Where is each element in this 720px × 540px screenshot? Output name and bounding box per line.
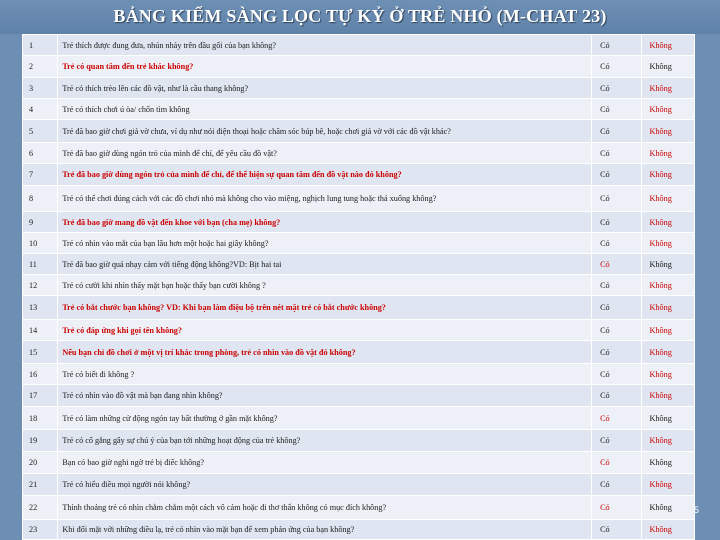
table-row: [23, 120, 695, 143]
answer-no[interactable]: Không: [641, 452, 694, 474]
table-row: [23, 430, 695, 452]
answer-no[interactable]: Không: [641, 341, 694, 364]
question-text: Trẻ có thích trèo lên các đồ vật, như là cầu thang không?: [58, 78, 592, 99]
row-number: 9: [23, 212, 58, 233]
row-number: 10: [23, 233, 58, 254]
answer-yes[interactable]: Có: [592, 341, 641, 364]
table-row: [23, 143, 695, 164]
page-number: 5: [694, 505, 700, 515]
table-row: [23, 407, 695, 430]
question-text: Trẻ có quan tâm đến trẻ khác không?: [58, 56, 592, 78]
question-text: Trẻ có thích chơi ú òa/ chốn tìm không: [58, 99, 592, 120]
answer-yes[interactable]: Có: [592, 78, 641, 99]
answer-yes[interactable]: Có: [592, 164, 641, 186]
row-number: 17: [23, 385, 58, 407]
table-body: [23, 35, 695, 540]
row-number: 15: [23, 341, 58, 364]
row-number: 2: [23, 56, 58, 78]
table-row: [23, 341, 695, 364]
table-row: [23, 254, 695, 275]
question-text: Trẻ có đáp ứng khi gọi tên không?: [58, 320, 592, 341]
answer-no[interactable]: Không: [641, 186, 694, 212]
answer-yes[interactable]: Có: [592, 56, 641, 78]
row-number: 11: [23, 254, 58, 275]
table-row: [23, 474, 695, 496]
table-row: [23, 99, 695, 120]
answer-no[interactable]: Không: [641, 296, 694, 320]
answer-no[interactable]: Không: [641, 120, 694, 143]
answer-yes[interactable]: Có: [592, 364, 641, 385]
question-text: Trẻ đã bao giờ quá nhạy cảm với tiếng động không?VD: Bịt hai tai: [58, 254, 592, 275]
answer-yes[interactable]: Có: [592, 254, 641, 275]
answer-no[interactable]: Không: [641, 385, 694, 407]
table-row: [23, 296, 695, 320]
row-number: 16: [23, 364, 58, 385]
row-number: 23: [23, 520, 58, 540]
table-row: [23, 385, 695, 407]
question-text: Trẻ thích được đung đưa, nhún nhảy trên đầu gối của bạn không?: [58, 35, 592, 56]
table-row: [23, 186, 695, 212]
row-number: 4: [23, 99, 58, 120]
question-text: Trẻ có hiểu điều mọi người nói không?: [58, 474, 592, 496]
answer-no[interactable]: Không: [641, 56, 694, 78]
question-text: Trẻ có biết đi không ?: [58, 364, 592, 385]
answer-yes[interactable]: Có: [592, 35, 641, 56]
answer-no[interactable]: Không: [641, 212, 694, 233]
answer-no[interactable]: Không: [641, 143, 694, 164]
answer-yes[interactable]: Có: [592, 143, 641, 164]
row-number: 20: [23, 452, 58, 474]
answer-yes[interactable]: Có: [592, 296, 641, 320]
question-text: Khi đối mặt với những điều lạ, trẻ có nhìn vào mặt bạn để xem phản ứng của bạn không?: [58, 520, 592, 540]
row-number: 22: [23, 496, 58, 520]
question-text: Trẻ có bắt chước bạn không? VD: Khi bạn làm điệu bộ trên nét mặt trẻ có bắt chước không?: [58, 296, 592, 320]
table-row: [23, 364, 695, 385]
row-number: 3: [23, 78, 58, 99]
answer-yes[interactable]: Có: [592, 212, 641, 233]
answer-no[interactable]: Không: [641, 254, 694, 275]
table-row: [23, 56, 695, 78]
question-text: Thỉnh thoảng trẻ có nhìn chằm chằm một cách vô cảm hoặc đi thơ thẩn không có mục đích không?: [58, 496, 592, 520]
table-row: [23, 520, 695, 540]
answer-yes[interactable]: Có: [592, 430, 641, 452]
table-row: [23, 35, 695, 56]
row-number: 5: [23, 120, 58, 143]
answer-yes[interactable]: Có: [592, 320, 641, 341]
answer-yes[interactable]: Có: [592, 474, 641, 496]
page-title: BẢNG KIỂM SÀNG LỌC TỰ KỶ Ở TRẺ NHỎ (M-CHAT 23): [113, 6, 607, 26]
answer-no[interactable]: Không: [641, 364, 694, 385]
answer-no[interactable]: Không: [641, 496, 694, 520]
table-row: [23, 78, 695, 99]
answer-no[interactable]: Không: [641, 78, 694, 99]
answer-no[interactable]: Không: [641, 233, 694, 254]
answer-yes[interactable]: Có: [592, 496, 641, 520]
row-number: 14: [23, 320, 58, 341]
table-row: [23, 320, 695, 341]
row-number: 13: [23, 296, 58, 320]
table-row: [23, 452, 695, 474]
question-text: Trẻ có nhìn vào mắt của bạn lâu hơn một hoặc hai giây không?: [58, 233, 592, 254]
table-row: [23, 233, 695, 254]
answer-no[interactable]: Không: [641, 164, 694, 186]
question-text: Trẻ đã bao giờ dùng ngón trỏ của mình để chỉ, để thể hiện sự quan tâm đến đồ vật nào đó không?: [58, 164, 592, 186]
question-text: Trẻ đã bao giờ mang đồ vật đến khoe với bạn (cha mẹ) không?: [58, 212, 592, 233]
question-text: Trẻ đã bao giờ dùng ngón trỏ của mình để chỉ, để yêu cầu đồ vật?: [58, 143, 592, 164]
answer-no[interactable]: Không: [641, 99, 694, 120]
row-number: 18: [23, 407, 58, 430]
row-number: 12: [23, 275, 58, 296]
question-text: Trẻ có thể chơi đúng cách với các đồ chơi nhỏ mà không cho vào miệng, nghịch lung tung hoặc thả xuống không?: [58, 186, 592, 212]
answer-no[interactable]: Không: [641, 35, 694, 56]
answer-no[interactable]: Không: [641, 474, 694, 496]
mchat-table-container: [22, 34, 695, 540]
answer-yes[interactable]: Có: [592, 452, 641, 474]
table-row: [23, 496, 695, 520]
answer-yes[interactable]: Có: [592, 99, 641, 120]
answer-yes[interactable]: Có: [592, 385, 641, 407]
answer-no[interactable]: Không: [641, 520, 694, 540]
question-text: Trẻ có cười khi nhìn thấy mặt bạn hoặc thấy bạn cười không ?: [58, 275, 592, 296]
question-text: Nếu bạn chỉ đồ chơi ở một vị trí khác trong phòng, trẻ có nhìn vào đồ vật đó không?: [58, 341, 592, 364]
answer-no[interactable]: Không: [641, 275, 694, 296]
question-text: Trẻ có làm những cử động ngón tay bất thường ở gần mặt không?: [58, 407, 592, 430]
row-number: 8: [23, 186, 58, 212]
table-row: [23, 212, 695, 233]
table-row: [23, 275, 695, 296]
row-number: 1: [23, 35, 58, 56]
question-text: Trẻ có nhìn vào đồ vật mà bạn đang nhìn không?: [58, 385, 592, 407]
answer-yes[interactable]: Có: [592, 520, 641, 540]
question-text: Trẻ có cố gắng gây sự chú ý của bạn tới những hoạt động của trẻ không?: [58, 430, 592, 452]
row-number: 7: [23, 164, 58, 186]
answer-yes[interactable]: Có: [592, 407, 641, 430]
row-number: 21: [23, 474, 58, 496]
answer-yes[interactable]: Có: [592, 233, 641, 254]
answer-no[interactable]: Không: [641, 407, 694, 430]
row-number: 6: [23, 143, 58, 164]
table-row: [23, 164, 695, 186]
mchat-table: [22, 34, 695, 540]
row-number: 19: [23, 430, 58, 452]
answer-no[interactable]: Không: [641, 320, 694, 341]
question-text: Trẻ đã bao giờ chơi giả vờ chưa, ví dụ như nói điện thoại hoặc chăm sóc búp bê, hoặc chơi giả vờ với các đồ vật khác?: [58, 120, 592, 143]
answer-yes[interactable]: Có: [592, 120, 641, 143]
answer-no[interactable]: Không: [641, 430, 694, 452]
answer-yes[interactable]: Có: [592, 275, 641, 296]
answer-yes[interactable]: Có: [592, 186, 641, 212]
question-text: Bạn có bao giờ nghi ngờ trẻ bị điếc không?: [58, 452, 592, 474]
